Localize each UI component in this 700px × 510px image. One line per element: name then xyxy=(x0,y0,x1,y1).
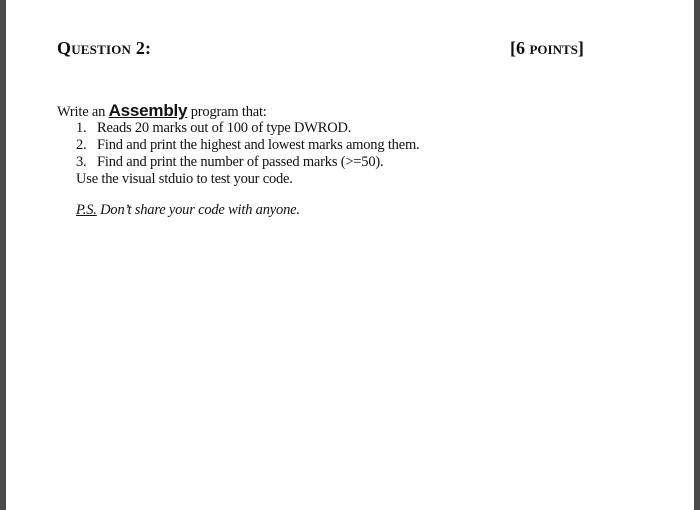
intro-before: Write an xyxy=(57,104,109,120)
task-text: Reads 20 marks out of 100 of type DWROD. xyxy=(97,120,352,136)
task-list xyxy=(57,120,419,171)
intro-emphasis: Assembly xyxy=(108,101,188,120)
intro-line xyxy=(57,102,419,120)
task-item xyxy=(76,120,419,137)
intro-after: program that: xyxy=(187,104,267,120)
ps-note xyxy=(76,202,419,219)
ps-label: P.S. xyxy=(76,202,97,218)
question-heading xyxy=(57,38,151,59)
task-number: 1. xyxy=(76,120,87,136)
question-body xyxy=(57,102,419,219)
task-item xyxy=(76,154,419,171)
question-label: Question 2: xyxy=(57,38,152,58)
task-number: 3. xyxy=(76,154,87,170)
closing-line: Use the visual stduio to test your code. xyxy=(76,171,293,187)
task-number: 2. xyxy=(76,137,87,153)
ps-text: Don’t share your code with anyone. xyxy=(96,202,300,218)
task-text: Find and print the number of passed marks (>=50). xyxy=(97,154,384,170)
task-text: Find and print the highest and lowest marks among them. xyxy=(97,137,420,153)
task-item xyxy=(76,137,419,154)
right-page-edge xyxy=(694,0,700,510)
question-points: [6 points] xyxy=(510,38,584,58)
left-page-edge xyxy=(0,0,6,510)
